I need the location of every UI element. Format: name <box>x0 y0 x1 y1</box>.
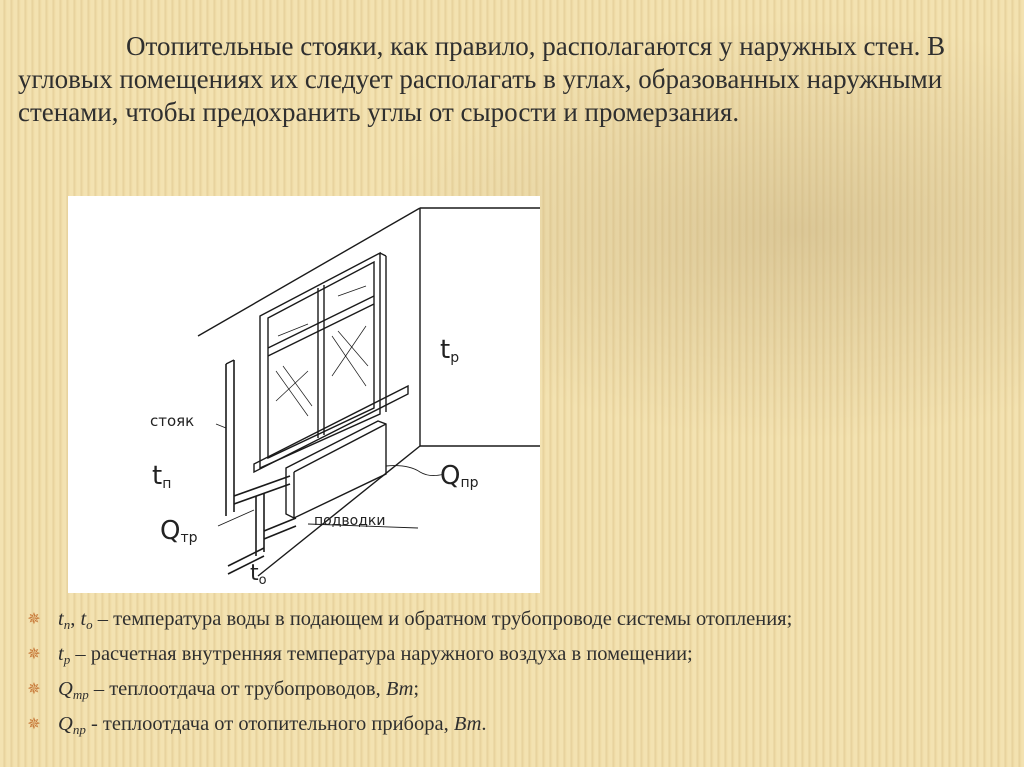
label-riser: стояк <box>150 412 195 430</box>
legend-list <box>24 602 1004 742</box>
legend-text: - теплоотдача от отопительного прибора, <box>85 713 454 735</box>
legend-item-tp: ✵ $t_р$ – расчетная внутренняя температура наружного воздуха в помещении; <box>24 637 1004 672</box>
label-connections: подводки <box>314 513 386 529</box>
legend-text: – теплоотдача от трубопроводов, <box>88 678 386 700</box>
star-bullet-icon: ✵ <box>27 611 41 628</box>
label-tn: tп <box>152 461 172 492</box>
star-bullet-icon: ✵ <box>27 646 41 663</box>
legend-text: – расчетная внутренняя температура наружного воздуха в помещении; <box>70 643 693 665</box>
wall-top-edge <box>198 208 420 336</box>
label-qpr: Qпр <box>440 461 479 491</box>
legend-item-qpr: ✵ $Q_{пр}$ - теплоотдача от отопительного прибора, Вт. <box>24 707 1004 742</box>
legend-item-tn-to: ✵ $t_п$, $t_о$ – температура воды в подающем и обратном трубопроводе системы отопления; <box>24 602 1004 637</box>
label-to: tо <box>250 561 267 588</box>
label-qtr: Qтр <box>160 516 198 546</box>
intro-paragraph: Отопительные стояки, как правило, располагаются у наружных стен. В угловых помещениях их следует располагать в углах, образованных наружными стенами, чтобы предохранить углы от сырости и промерзания. <box>18 31 946 127</box>
legend-text: – температура воды в подающем и обратном трубопроводе системы отопления; <box>92 608 793 630</box>
legend-item-qtr: ✵ $Q_{тр}$ – теплоотдача от трубопроводов, Вт; <box>24 672 1004 707</box>
star-bullet-icon: ✵ <box>27 716 41 733</box>
label-tp: tр <box>440 335 460 366</box>
diagram-svg <box>68 196 540 593</box>
heating-riser-diagram <box>68 196 540 593</box>
star-bullet-icon: ✵ <box>27 681 41 698</box>
radiator <box>286 421 386 518</box>
